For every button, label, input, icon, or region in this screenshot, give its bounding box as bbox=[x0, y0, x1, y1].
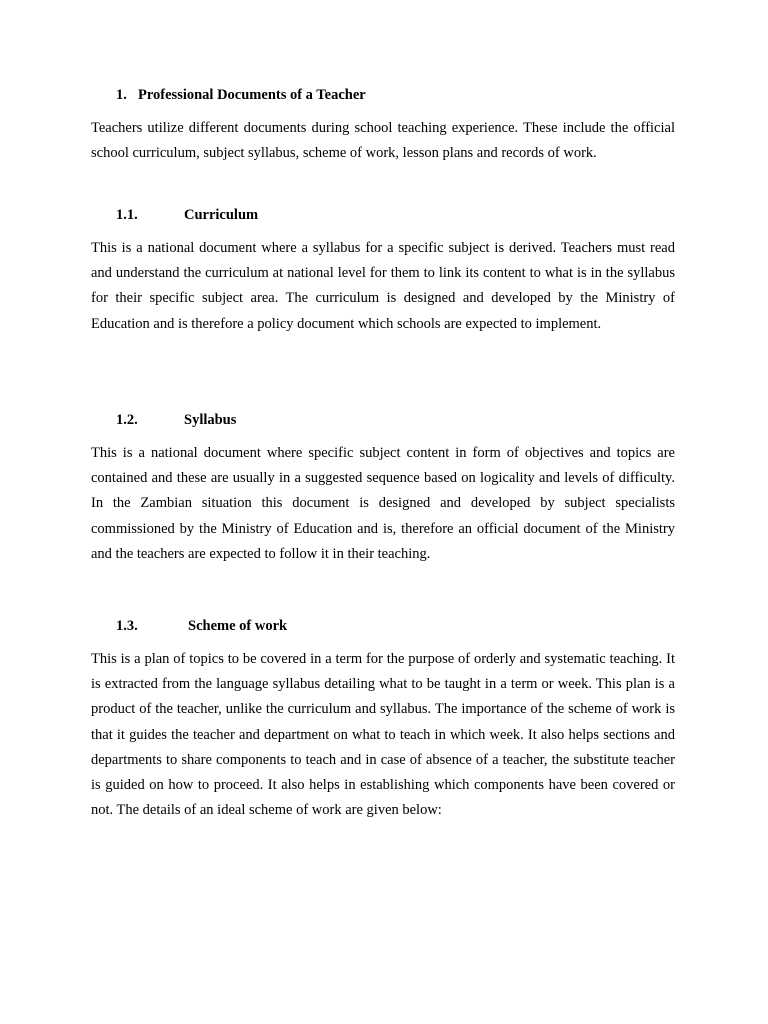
section-number: 1. bbox=[116, 87, 127, 103]
section-heading-1-2 bbox=[116, 411, 236, 429]
section-heading-1-1 bbox=[116, 206, 258, 224]
paragraph-intro: Teachers utilize different documents during school teaching experience. These include the official school curriculum, subject syllabus, scheme of work, lesson plans and records of work. bbox=[91, 120, 675, 162]
paragraph-syllabus: This is a national document where specific subject content in form of objectives and topics are contained and these are usually in a suggested sequence based on logicality and levels of difficulty. In the Zambian situation this document is designed and developed by subject specialists commissioned by the Ministry of Education and is, therefore an official document of the Ministry and the teachers are expected to follow it in their teaching. bbox=[91, 445, 675, 562]
section-number: 1.3. bbox=[116, 618, 138, 634]
section-heading-1-3 bbox=[116, 617, 287, 635]
section-heading-1 bbox=[116, 86, 366, 104]
section-title: Scheme of work bbox=[188, 618, 288, 634]
section-number: 1.2. bbox=[116, 412, 138, 428]
section-title: Curriculum bbox=[184, 207, 259, 223]
paragraph-scheme-of-work: This is a plan of topics to be covered in a term for the purpose of orderly and systematic teaching. It is extracted from the language syllabus detailing what to be taught in a term or week. This plan is a product of the teacher, unlike the curriculum and syllabus. The importance of the scheme of work is that it guides the teacher and department on what to teach in which week. It also helps sections and departments to share components to teach and in case of absence of a teacher, the substitute teacher is guided on how to proceed. It also helps in establishing which components have been covered or not. The details of an ideal scheme of work are given below: bbox=[91, 651, 675, 819]
section-title: Professional Documents of a Teacher bbox=[138, 87, 366, 103]
section-number: 1.1. bbox=[116, 207, 138, 223]
section-title: Syllabus bbox=[184, 412, 237, 428]
paragraph-curriculum: This is a national document where a syllabus for a specific subject is derived. Teachers must read and understand the curriculum at national level for them to link its content to what is in the syllabus for their specific subject area. The curriculum is designed and developed by the Ministry of Education and is therefore a policy document which schools are expected to implement. bbox=[91, 240, 675, 332]
